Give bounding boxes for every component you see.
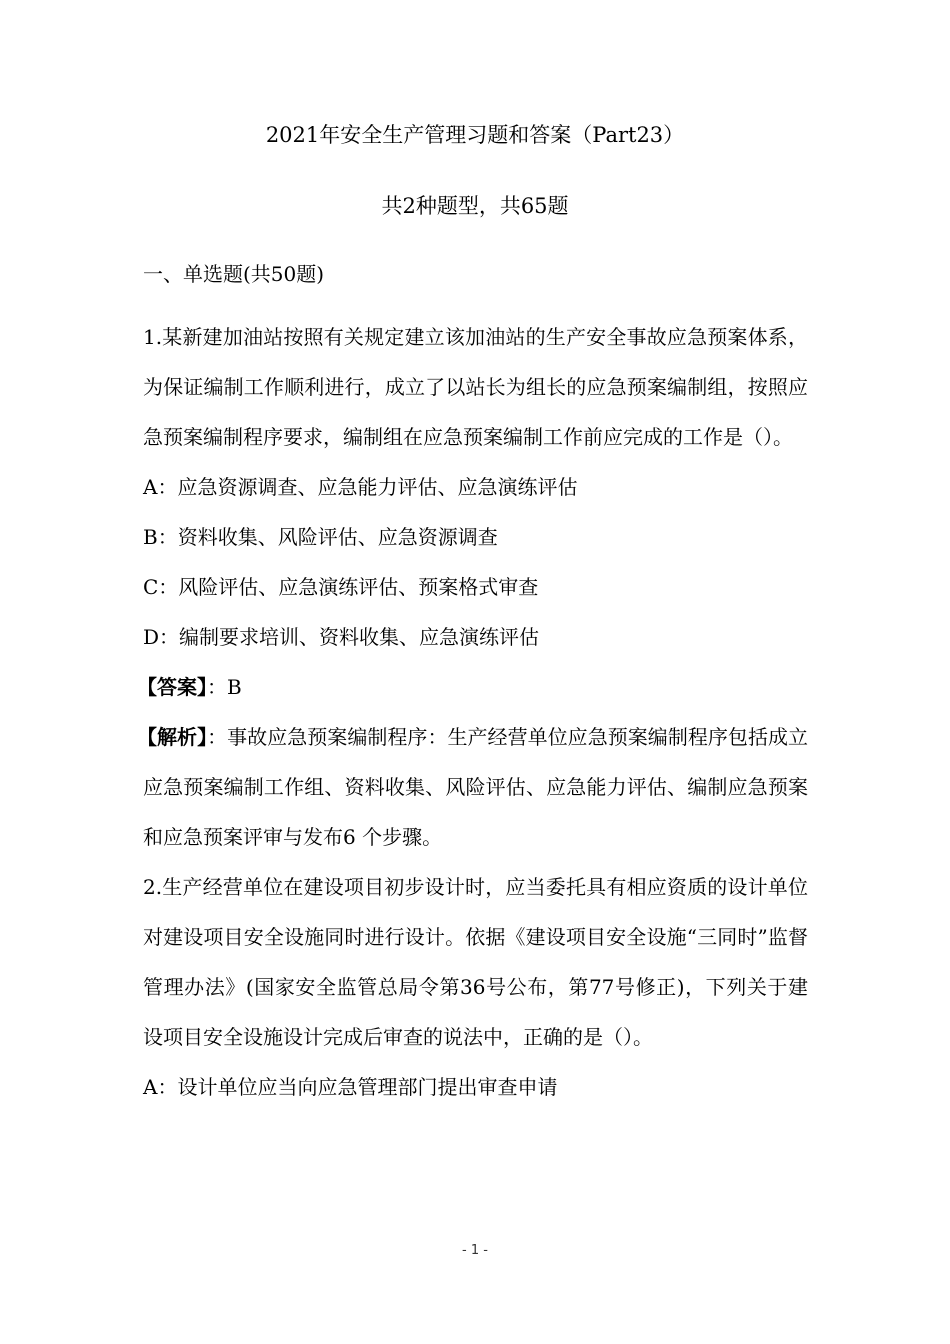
question-1-stem: 1.某新建加油站按照有关规定建立该加油站的生产安全事故应急预案体系，为保证编制工作顺利进行，成立了以站长为组长的应急预案编制组，按照应急预案编制程序要求，编制组在应急预案编制工作前应完成的工作是（）。 <box>143 325 808 449</box>
document-subtitle: 共2种题型，共65题 <box>381 194 569 218</box>
question-1-option-d: D：编制要求培训、资料收集、应急演练评估 <box>143 625 540 649</box>
analysis-label: 【解析】 <box>137 725 208 749</box>
question-1-analysis <box>137 712 809 862</box>
question-1-answer <box>137 662 808 712</box>
question-2-stem: 2.生产经营单位在建设项目初步设计时，应当委托具有相应资质的设计单位对建设项目安全设施同时进行设计。依据《建设项目安全设施“三同时”监督管理办法》(国家安全监管总局令第36号公布，第77号修正)，下列关于建设项目安全设施设计完成后审查的说法中，正确的是（）。 <box>143 875 808 1049</box>
section-heading: 一、单选题(共50题) <box>143 262 325 286</box>
question-1-option-b: B：资料收集、风险评估、应急资源调查 <box>143 525 498 549</box>
question-2-option-a: A：设计单位应当向应急管理部门提出审查申请 <box>143 1075 558 1099</box>
page-number: - 1 - <box>462 1243 488 1258</box>
answer-value: ：B <box>207 675 242 699</box>
question-content <box>137 312 809 1112</box>
question-1-option-c: C：风险评估、应急演练评估、预案格式审查 <box>143 575 539 599</box>
analysis-text: ：事故应急预案编制程序：生产经营单位应急预案编制程序包括成立应急预案编制工作组、资料收集、风险评估、应急能力评估、编制应急预案和应急预案评审与发布6 个步骤。 <box>143 725 809 849</box>
document-title: 2021年安全生产管理习题和答案（Part23） <box>265 123 685 147</box>
answer-label: 【答案】 <box>137 675 207 699</box>
question-1-option-a: A：应急资源调查、应急能力评估、应急演练评估 <box>143 475 578 499</box>
